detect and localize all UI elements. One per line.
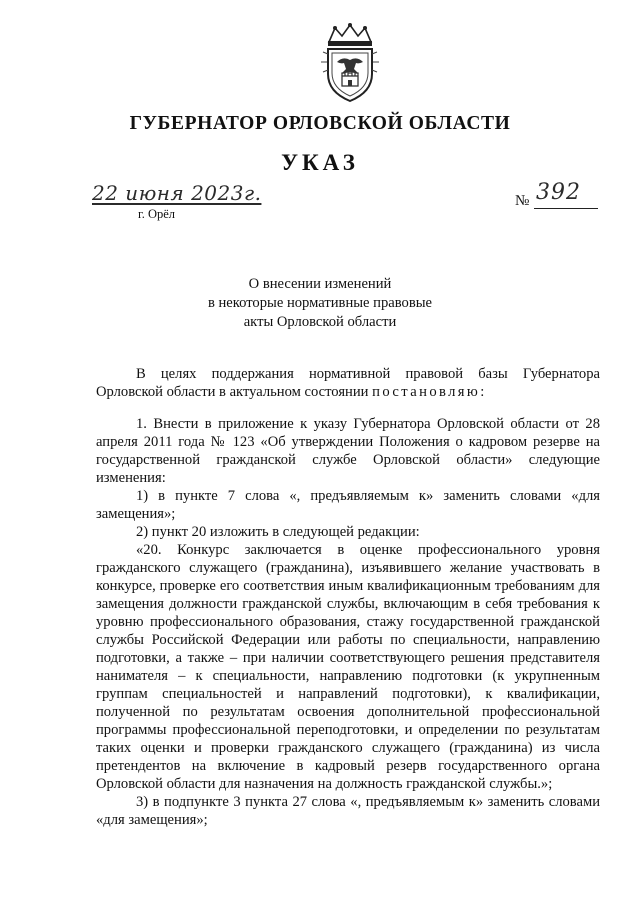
subitem-3-paragraph: 3) в подпункте 3 пункта 27 слова «, предъявляемым к» заменить словами «для замещения»;	[96, 794, 600, 828]
decree-body	[96, 365, 600, 829]
preamble-text: В целях поддержания нормативной правовой базы Губернатора Орловской области в актуальном состоянии	[96, 366, 600, 400]
coat-of-arms-icon	[315, 22, 385, 104]
document-type-title: УКАЗ	[281, 150, 359, 175]
preamble-paragraph	[96, 365, 600, 401]
number-underline	[534, 208, 598, 209]
number-label: №	[515, 193, 530, 209]
handwritten-date: 22 июня 2023г.	[92, 181, 262, 205]
preamble-colon: :	[480, 384, 485, 400]
subitem-1-paragraph: 1) в пункте 7 слова «, предъявляемым к» заменить словами «для замещения»;	[96, 488, 600, 522]
preamble-spaced-word: постановляю	[372, 384, 481, 400]
subject-line: О внесении изменений	[248, 276, 392, 292]
handwritten-number: 392	[536, 180, 581, 205]
quoted-clause-paragraph: «20. Конкурс заключается в оценке профессионального уровня гражданского служащего (гражданина), изъявившего желание участвовать в конкурсе, проверке его соответствия иным квалификационным требованиям для замещения должности гражданской службы, включающим в себя требования к уровню профессионального образования, стажу государственной гражданской службы Российской Федерации или работы по специальности, направлению подготовки, а также – при наличии соответствующего решения представителя нанимателя – к специальности, направлению подготовки (к укрупненным группам специальностей и направлений подготовки), к квалификации, полученной по результатам освоения дополнительной профессиональной программы профессиональной переподготовки, и определении по результатам таких оценки и проверки гражданского служащего (гражданина) из числа претендентов на включение в кадровый резерв государственного органа Орловской области для назначения на должность гражданской службы.»;	[96, 542, 600, 792]
subitem-2-paragraph: 2) пункт 20 изложить в следующей редакции:	[136, 524, 420, 540]
subject-line: в некоторые нормативные правовые	[207, 295, 433, 311]
item-1-paragraph: 1. Внести в приложение к указу Губернатора Орловской области от 28 апреля 2011 года № 123 «Об утверждении Положения о кадровом резерве на государственной гражданской службе Орловской области» следующие изменения:	[96, 416, 600, 486]
city-label: г. Орёл	[138, 207, 176, 221]
issuer-title: ГУБЕРНАТОР ОРЛОВСКОЙ ОБЛАСТИ	[129, 113, 511, 134]
subject-line: акты Орловской области	[243, 314, 397, 330]
decree-subject	[0, 275, 640, 332]
